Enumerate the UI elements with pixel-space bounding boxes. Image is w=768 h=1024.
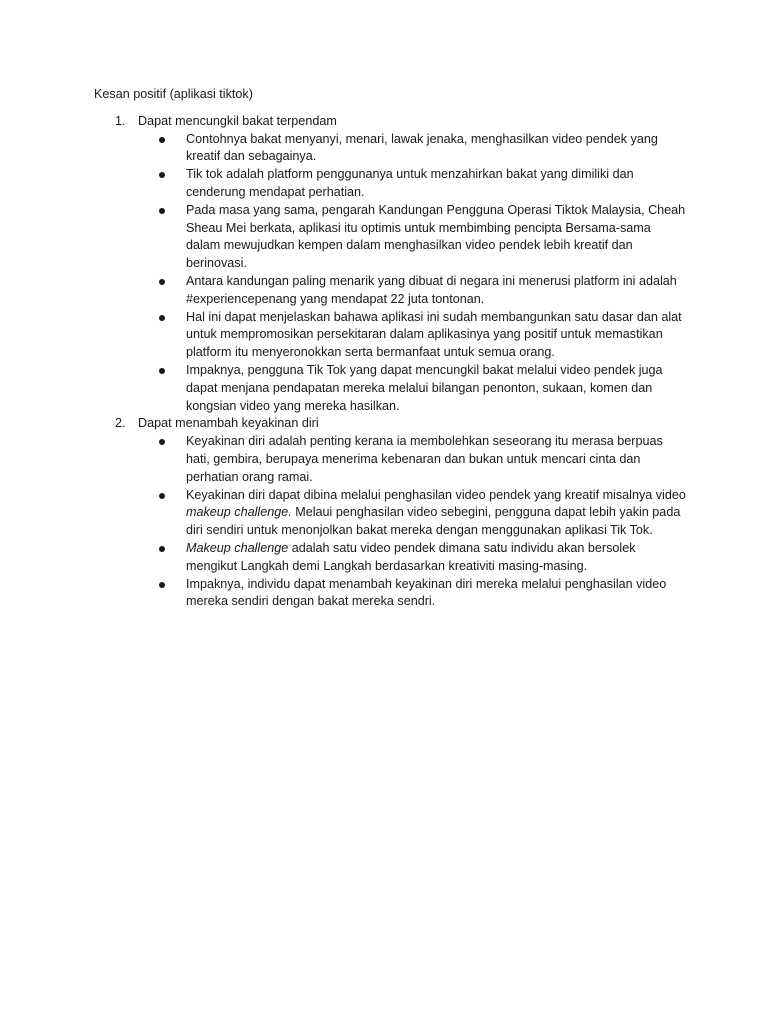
text-run: Keyakinan diri adalah penting kerana ia membolehkan seseorang itu merasa berpuas hati, gembira, berupaya menerima kebenaran dan bukan untuk mencari cinta dan perhatian orang ramai. <box>186 434 663 484</box>
italic-text-run: makeup challenge. <box>186 505 292 520</box>
bullet-item <box>138 540 686 576</box>
bullet-dot-icon <box>159 208 165 214</box>
bullet-item <box>138 166 686 202</box>
bullet-item <box>138 576 686 612</box>
bullet-dot-icon <box>159 279 165 285</box>
bullet-dot-icon <box>159 315 165 321</box>
bullet-dot-icon <box>159 493 165 499</box>
bullet-text <box>186 577 666 609</box>
text-run: adalah satu video pendek dimana satu individu akan bersolek mengikut Langkah demi Langkah berdasarkan kreativiti masing-masing. <box>186 540 636 573</box>
bullet-text <box>186 167 634 199</box>
bullet-text <box>186 541 636 573</box>
text-run: Tik tok adalah platform penggunanya untuk menzahirkan bakat yang dimiliki dan cenderung mendapat perhatian. <box>186 167 634 199</box>
text-run: Impaknya, pengguna Tik Tok yang dapat mencungkil bakat melalui video pendek juga dapat menjana pendapatan mereka melalui bilangan penonton, sukaan, komen dan kongsian video yang mereka hasilkan. <box>186 362 663 413</box>
text-run: Antara kandungan paling menarik yang dibuat di negara ini menerusi platform ini adalah #experiencepenang yang mendapat 22 juta tontonan. <box>186 273 677 306</box>
bullet-list <box>138 433 694 611</box>
bullet-dot-icon <box>159 137 165 143</box>
text-run: Keyakinan diri dapat dibina melalui penghasilan video pendek yang kreatif misalnya video <box>186 487 686 502</box>
bullet-dot-icon <box>159 546 165 552</box>
bullet-item <box>138 362 686 415</box>
bullet-item <box>138 433 686 486</box>
section-heading: Dapat menambah keyakinan diri <box>138 416 319 431</box>
bullet-dot-icon <box>159 582 165 588</box>
bullet-text <box>186 434 663 484</box>
list-number: 1. <box>115 113 126 128</box>
bullet-dot-icon <box>159 368 165 374</box>
bullet-dot-icon <box>159 439 165 445</box>
bullet-item <box>138 309 686 362</box>
bullet-text <box>186 363 663 413</box>
text-run: Melaui penghasilan video sebegini, pengguna dapat lebih yakin pada diri sendiri untuk menonjolkan bakat mereka dengan menggunakan aplikasi Tik Tok. <box>186 505 681 538</box>
bullet-item <box>138 202 686 273</box>
bullet-item <box>138 131 686 167</box>
bullet-item <box>138 273 686 309</box>
text-run: Pada masa yang sama, pengarah Kandungan Pengguna Operasi Tiktok Malaysia, Cheah Sheau Mei berkata, aplikasi itu optimis untuk membimbing pencipta Bersama-sama dalam mewujudkan kempen dalam menghasilkan video pendek lebih kreatif dan berinovasi. <box>186 202 686 271</box>
bullet-item <box>138 487 686 540</box>
section-heading: Dapat mencungkil bakat terpendam <box>138 113 337 128</box>
text-run: Hal ini dapat menjelaskan bahawa aplikasi ini sudah membangunkan satu dasar dan alat untuk mempromosikan persekitaran dalam aplikasinya yang positif untuk memastikan platform itu menyeronokkan serta bermanfaat untuk semua orang. <box>186 309 682 360</box>
numbered-list <box>94 113 694 611</box>
list-number: 2. <box>115 416 126 431</box>
numbered-list-item <box>94 415 694 611</box>
text-run: Contohnya bakat menyanyi, menari, lawak jenaka, menghasilkan video pendek yang kreatif dan sebagainya. <box>186 131 658 164</box>
italic-text-run: Makeup challenge <box>186 540 289 555</box>
bullet-text <box>186 132 658 164</box>
document-title: Kesan positif (aplikasi tiktok) <box>94 87 253 101</box>
bullet-list <box>138 131 694 416</box>
bullet-text <box>186 203 685 270</box>
bullet-text <box>186 488 686 538</box>
bullet-dot-icon <box>159 172 165 178</box>
document-content <box>94 86 694 611</box>
text-run: Impaknya, individu dapat menambah keyakinan diri mereka melalui penghasilan video mereka sendiri dengan bakat mereka sendri. <box>186 576 667 609</box>
bullet-text <box>186 310 682 360</box>
numbered-list-item <box>94 113 694 416</box>
bullet-text <box>186 274 677 306</box>
